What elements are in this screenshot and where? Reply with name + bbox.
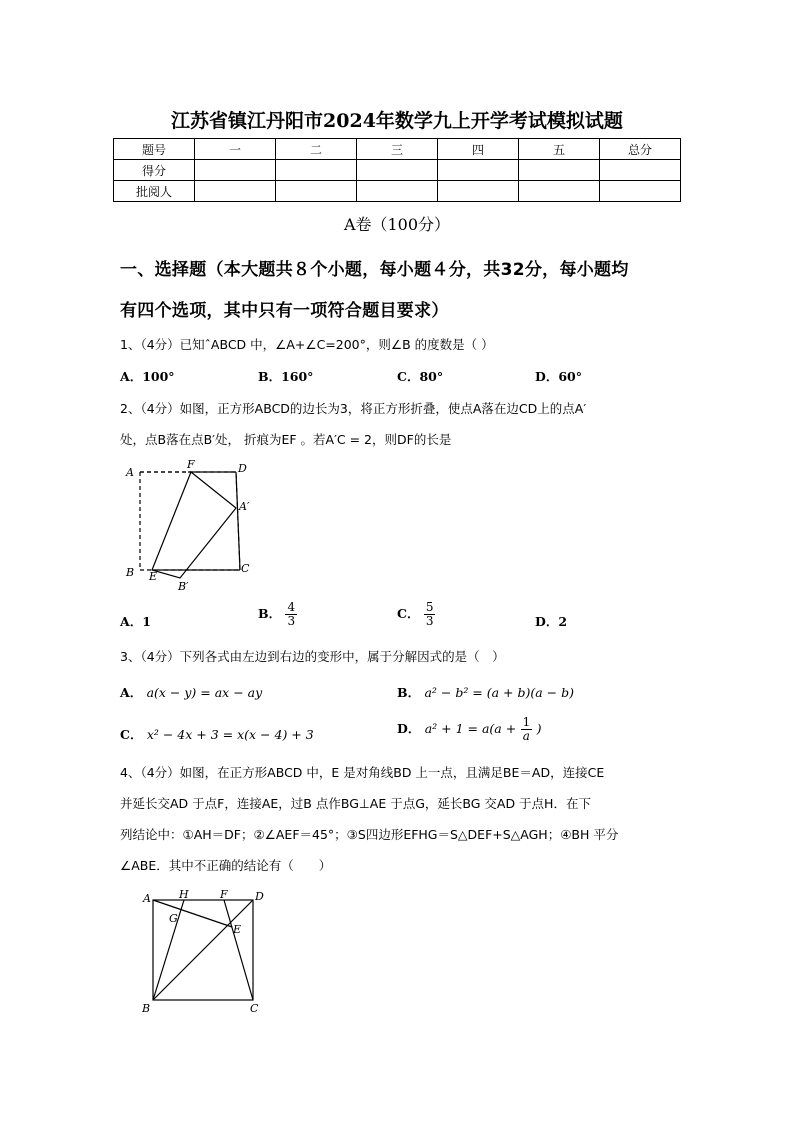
fraction (521, 716, 533, 743)
score-cell[interactable] (357, 181, 438, 202)
question-4-line2: 并延长交AD 于点F，连接AE，过B 点作BG⊥AE 于点G，延长BG 交AD 于点H．在下 (120, 796, 591, 811)
fraction-denominator: 3 (287, 614, 296, 628)
fraction-denominator: 3 (425, 614, 434, 628)
question-3-option-d[interactable] (397, 716, 541, 743)
fraction-numerator: 5 (425, 600, 434, 614)
label-e: E (233, 923, 242, 936)
label-b: B (142, 1002, 151, 1015)
score-cell[interactable] (195, 160, 276, 181)
score-cell[interactable] (600, 181, 681, 202)
question-2-line1: 2、（4分）如图，正方形ABCD的边长为3，将正方形折叠，使点A落在边CD上的点A′ (120, 401, 587, 416)
label-e: E (149, 570, 158, 583)
label-c: C (250, 1002, 259, 1015)
table-header-cell: 二 (276, 139, 357, 160)
table-header-cell: 三 (357, 139, 438, 160)
line-ae (153, 900, 232, 927)
label-b-prime: B′ (178, 580, 189, 593)
question-4-line3: 列结论中：①AH＝DF；②∠AEF＝45°；③S四边形EFHG＝S△DEF+S△AGH；④BH 平分 (120, 827, 619, 842)
label-a-prime: A′ (239, 500, 250, 513)
question-2-figure (118, 460, 258, 595)
question-3-option-c[interactable] (120, 725, 314, 743)
fraction (424, 601, 436, 628)
question-4-figure (138, 888, 268, 1018)
question-4-line4: ∠ABE．其中不正确的结论有（ ） (120, 858, 332, 873)
fraction-denominator: a (522, 729, 530, 743)
option-label: C． (397, 606, 420, 621)
row-label: 得分 (114, 160, 195, 181)
question-2-option-a[interactable]: A．1 (120, 614, 151, 629)
question-2-option-c[interactable] (397, 601, 435, 628)
section-heading-line1: 一、选择题（本大题共８个小题，每小题４分，共32分，每小题均 (120, 260, 629, 280)
label-h: H (179, 888, 189, 901)
table-row (114, 160, 681, 181)
option-label: C． (120, 727, 143, 742)
page-title: 江苏省镇江丹阳市2024年数学九上开学考试模拟试题 (171, 110, 623, 132)
label-f: F (220, 888, 228, 901)
question-1-option-a[interactable]: A．100° (120, 369, 175, 384)
score-cell[interactable] (276, 160, 357, 181)
label-a: A (143, 892, 151, 905)
option-label: D． (397, 721, 421, 736)
table-header-cell: 四 (438, 139, 519, 160)
score-cell[interactable] (438, 160, 519, 181)
option-label: A． (120, 685, 143, 700)
score-cell[interactable] (357, 160, 438, 181)
option-expression: a² − b² = (a + b)(a − b) (424, 685, 575, 700)
folded-quadrilateral (152, 472, 236, 578)
option-expression: a² + 1 = a(a + (424, 721, 517, 736)
section-heading-line2: 有四个选项，其中只有一项符合题目要求） (120, 301, 449, 321)
question-2-option-d[interactable]: D．2 (535, 614, 568, 629)
question-2-option-b[interactable] (258, 601, 297, 628)
label-d: D (255, 890, 264, 903)
label-b: B (126, 566, 135, 579)
edge-dc (236, 472, 240, 570)
volume-heading: A卷（100分） (343, 215, 451, 234)
table-row (114, 181, 681, 202)
question-1-stem: 1、（4分）已知ˆABCD 中，∠A+∠C=200°，则∠B 的度数是（ ） (120, 337, 494, 352)
table-header-cell: 五 (519, 139, 600, 160)
score-cell[interactable] (519, 160, 600, 181)
option-expression: a(x − y) = ax − ay (146, 685, 263, 700)
option-label: B． (397, 685, 421, 700)
option-expression-end: ) (536, 721, 542, 736)
label-f: F (187, 460, 195, 471)
label-g: G (169, 912, 178, 925)
score-cell[interactable] (276, 181, 357, 202)
row-label: 批阅人 (114, 181, 195, 202)
score-cell[interactable] (195, 181, 276, 202)
fraction (285, 601, 297, 628)
label-d: D (238, 462, 247, 475)
score-cell[interactable] (600, 160, 681, 181)
question-3-stem: 3、（4分）下列各式由左边到右边的变形中，属于分解因式的是（ ） (120, 649, 505, 664)
question-1-option-c[interactable]: C．80° (397, 369, 444, 384)
table-header-cell: 一 (195, 139, 276, 160)
label-a: A (126, 466, 134, 479)
table-row (114, 139, 681, 160)
option-expression: x² − 4x + 3 = x(x − 4) + 3 (146, 727, 314, 742)
score-cell[interactable] (438, 181, 519, 202)
table-header-cell: 总分 (600, 139, 681, 160)
question-3-option-a[interactable] (120, 683, 262, 701)
label-c: C (241, 562, 250, 575)
fraction-numerator: 1 (522, 715, 531, 729)
question-1-option-d[interactable]: D．60° (535, 369, 582, 384)
score-table (113, 138, 681, 202)
question-4-line1: 4、（4分）如图，在正方形ABCD 中，E 是对角线BD 上一点，且满足BE＝AD，连接CE (120, 765, 605, 780)
question-3-option-b[interactable] (397, 683, 574, 701)
option-label: B． (258, 606, 282, 621)
question-1-option-b[interactable]: B．160° (258, 369, 314, 384)
question-2-line2: 处，点B落在点B′处， 折痕为EF 。若A′C = 2，则DF的长是 (120, 432, 452, 447)
score-cell[interactable] (519, 181, 600, 202)
table-header-cell: 题号 (114, 139, 195, 160)
fraction-numerator: 4 (287, 600, 296, 614)
